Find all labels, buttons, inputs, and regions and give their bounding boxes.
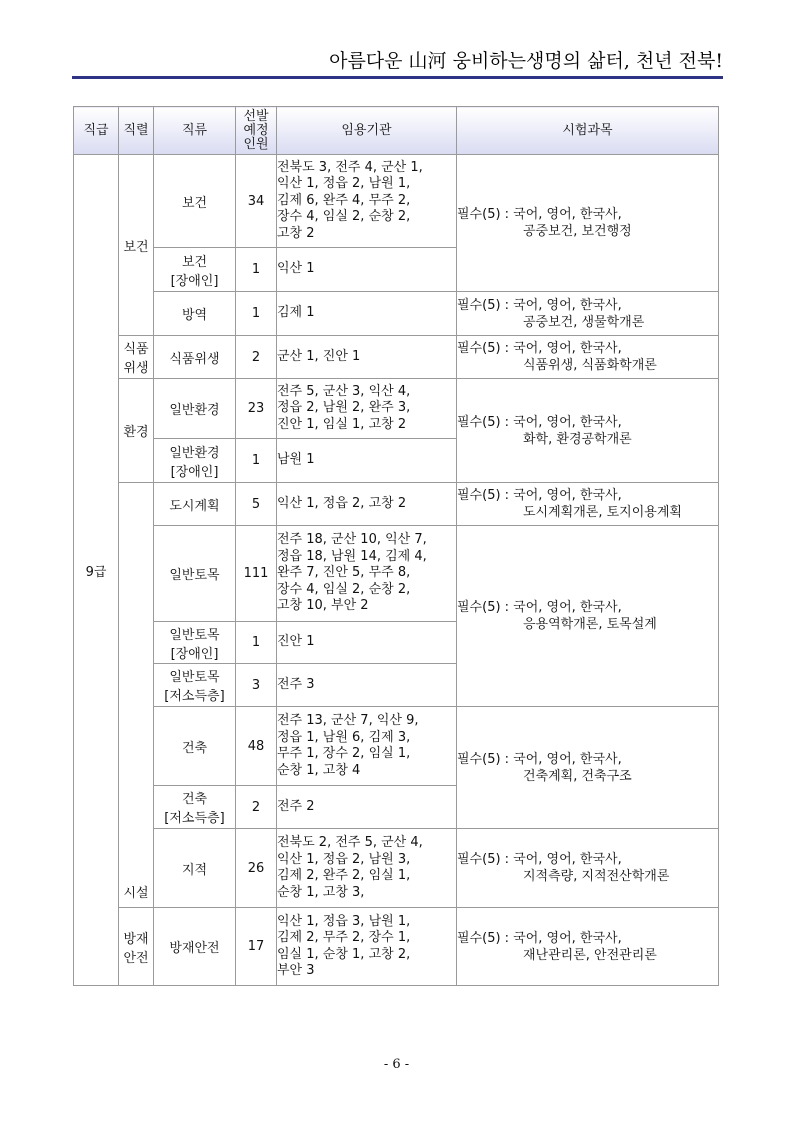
header-subjects: 시험과목 bbox=[457, 107, 719, 155]
agency-cell bbox=[277, 292, 457, 336]
subjects-cell bbox=[457, 379, 719, 483]
table-row bbox=[74, 908, 719, 986]
agency-line: 부안 3 bbox=[277, 963, 315, 978]
agency-line: 익산 1, 정읍 2, 남원 3, bbox=[277, 851, 411, 867]
category-line: [장애인] bbox=[170, 464, 219, 480]
count-cell: 2 bbox=[236, 336, 277, 379]
agency-line: 김제 6, 완주 4, 무주 2, bbox=[277, 192, 411, 208]
agency-line: 남원 1 bbox=[277, 452, 315, 468]
subjects-line: 필수(5) : 국어, 영어, 한국사, bbox=[457, 207, 622, 222]
category-cell bbox=[154, 439, 236, 483]
category-cell bbox=[154, 786, 236, 829]
agency-line: 장수 4, 임실 2, 순창 2, bbox=[277, 581, 411, 597]
agency-line: 무주 1, 장수 2, 임실 1, bbox=[277, 746, 411, 761]
category-line: 건축 bbox=[181, 792, 208, 807]
table-row bbox=[74, 526, 719, 622]
category-cell bbox=[154, 248, 236, 292]
page-number: - 6 - bbox=[383, 1057, 410, 1072]
subjects-line: 건축계획, 건축구조 bbox=[523, 768, 632, 784]
agency-cell bbox=[277, 786, 457, 829]
count-cell: 17 bbox=[236, 908, 277, 986]
agency-line: 진안 1, 임실 1, 고창 2 bbox=[277, 416, 407, 432]
subjects-line: 공중보건, 보건행정 bbox=[523, 224, 632, 239]
agency-line: 익산 1, 정읍 2, 남원 1, bbox=[277, 176, 411, 192]
count-cell: 5 bbox=[236, 483, 277, 526]
count-cell: 26 bbox=[236, 829, 277, 908]
series-line: 식품 bbox=[123, 342, 149, 357]
table-row bbox=[74, 379, 719, 439]
subjects-cell bbox=[457, 292, 719, 336]
agency-line: 진안 1 bbox=[277, 634, 315, 650]
agency-line: 김제 2, 무주 2, 장수 1, bbox=[277, 930, 411, 945]
count-cell: 111 bbox=[236, 526, 277, 622]
subjects-line: 필수(5) : 국어, 영어, 한국사, bbox=[457, 852, 622, 867]
agency-line: 전북도 2, 전주 5, 군산 4, bbox=[277, 835, 423, 850]
agency-line: 순창 1, 고창 4 bbox=[277, 762, 361, 778]
agency-cell bbox=[277, 526, 457, 622]
subjects-cell bbox=[457, 483, 719, 526]
category-cell: 일반토목 bbox=[154, 526, 236, 622]
header-count-line1: 선발 bbox=[243, 108, 269, 124]
subjects-line: 필수(5) : 국어, 영어, 한국사, bbox=[457, 414, 622, 430]
agency-line: 김제 1 bbox=[277, 305, 315, 321]
subjects-line: 필수(5) : 국어, 영어, 한국사, bbox=[457, 488, 622, 503]
subjects-line: 필수(5) : 국어, 영어, 한국사, bbox=[457, 751, 622, 767]
agency-line: 전주 13, 군산 7, 익산 9, bbox=[277, 713, 419, 728]
count-cell: 1 bbox=[236, 248, 277, 292]
series-line: 방재 bbox=[123, 931, 149, 947]
series-food bbox=[119, 336, 154, 379]
agency-cell bbox=[277, 622, 457, 664]
agency-cell bbox=[277, 379, 457, 439]
category-line: [저소득층] bbox=[164, 689, 225, 704]
count-cell: 2 bbox=[236, 786, 277, 829]
category-line: 일반환경 bbox=[169, 445, 220, 461]
table-row bbox=[74, 829, 719, 908]
category-line: 보건 bbox=[181, 254, 208, 270]
agency-line: 고창 10, 부안 2 bbox=[277, 598, 369, 614]
category-line: [장애인] bbox=[170, 273, 219, 289]
subjects-line: 재난관리론, 안전관리론 bbox=[523, 947, 657, 963]
subjects-cell bbox=[457, 155, 719, 292]
category-line: [저소득층] bbox=[164, 811, 225, 826]
agency-line: 익산 1, 정읍 3, 남원 1, bbox=[277, 913, 411, 929]
header-count-line2: 예정 bbox=[243, 122, 269, 138]
agency-line: 순창 1, 고창 3, bbox=[277, 884, 365, 900]
count-cell: 1 bbox=[236, 622, 277, 664]
series-facility: 시설 bbox=[119, 483, 154, 908]
subjects-line: 도시계획개론, 토지이용계획 bbox=[523, 505, 682, 520]
agency-line: 장수 4, 임실 2, 순창 2, bbox=[277, 209, 411, 225]
count-cell: 23 bbox=[236, 379, 277, 439]
category-cell: 방역 bbox=[154, 292, 236, 336]
agency-cell bbox=[277, 439, 457, 483]
agency-cell bbox=[277, 908, 457, 986]
table-row bbox=[74, 483, 719, 526]
agency-line: 완주 7, 진안 5, 무주 8, bbox=[277, 565, 411, 581]
category-line: 일반토목 bbox=[169, 670, 220, 685]
header-slogan: 아름다운 山河 웅비하는생명의 삶터, 천년 전북! bbox=[329, 50, 723, 72]
agency-line: 익산 1 bbox=[277, 261, 315, 277]
count-cell: 1 bbox=[236, 292, 277, 336]
category-cell: 지적 bbox=[154, 829, 236, 908]
category-cell: 식품위생 bbox=[154, 336, 236, 379]
subjects-cell bbox=[457, 336, 719, 379]
series-line: 안전 bbox=[123, 950, 149, 966]
agency-cell bbox=[277, 155, 457, 248]
agency-cell bbox=[277, 707, 457, 786]
page-header bbox=[72, 44, 723, 80]
agency-line: 전주 18, 군산 10, 익산 7, bbox=[277, 532, 427, 548]
category-cell: 일반환경 bbox=[154, 379, 236, 439]
agency-line: 고창 2 bbox=[277, 225, 315, 241]
agency-line: 김제 2, 완주 2, 임실 1, bbox=[277, 868, 411, 883]
count-cell: 34 bbox=[236, 155, 277, 248]
subjects-line: 응용역학개론, 토목설계 bbox=[523, 617, 657, 632]
subjects-line: 지적측량, 지적전산학개론 bbox=[523, 869, 670, 884]
category-cell bbox=[154, 664, 236, 707]
subjects-line: 화학, 환경공학개론 bbox=[523, 431, 632, 447]
header-agency: 임용기관 bbox=[277, 107, 457, 155]
category-cell: 건축 bbox=[154, 707, 236, 786]
subjects-line: 필수(5) : 국어, 영어, 한국사, bbox=[457, 600, 622, 615]
category-line: 일반토목 bbox=[169, 627, 220, 643]
agency-line: 정읍 18, 남원 14, 김제 4, bbox=[277, 548, 427, 564]
subjects-cell bbox=[457, 908, 719, 986]
table-row bbox=[74, 336, 719, 379]
count-cell: 3 bbox=[236, 664, 277, 707]
header-series: 직렬 bbox=[119, 107, 154, 155]
grade-cell: 9급 bbox=[74, 155, 119, 986]
subjects-line: 식품위생, 식품화학개론 bbox=[523, 358, 657, 373]
agency-line: 전주 3 bbox=[277, 676, 315, 692]
agency-line: 전주 5, 군산 3, 익산 4, bbox=[277, 383, 411, 399]
series-disaster bbox=[119, 908, 154, 986]
subjects-cell bbox=[457, 526, 719, 707]
series-env: 환경 bbox=[119, 379, 154, 483]
category-cell: 도시계획 bbox=[154, 483, 236, 526]
header-category: 직류 bbox=[154, 107, 236, 155]
agency-line: 전북도 3, 전주 4, 군산 1, bbox=[277, 159, 423, 175]
category-line: [장애인] bbox=[170, 646, 219, 662]
agency-line: 익산 1, 정읍 2, 고창 2 bbox=[277, 495, 407, 511]
agency-cell bbox=[277, 248, 457, 292]
subjects-line: 필수(5) : 국어, 영어, 한국사, bbox=[457, 930, 622, 946]
agency-line: 정읍 1, 남원 6, 김제 3, bbox=[277, 729, 411, 745]
subjects-line: 필수(5) : 국어, 영어, 한국사, bbox=[457, 297, 622, 313]
header-count bbox=[236, 107, 277, 155]
table-header-row bbox=[74, 107, 719, 155]
agency-cell bbox=[277, 664, 457, 707]
header-count-line3: 인원 bbox=[243, 136, 269, 152]
table-row bbox=[74, 155, 719, 248]
agency-line: 군산 1, 진안 1 bbox=[277, 348, 361, 364]
subjects-cell bbox=[457, 829, 719, 908]
agency-line: 전주 2 bbox=[277, 798, 315, 814]
header-rule bbox=[72, 76, 723, 79]
subjects-cell bbox=[457, 707, 719, 829]
table-row bbox=[74, 292, 719, 336]
count-cell: 48 bbox=[236, 707, 277, 786]
count-cell: 1 bbox=[236, 439, 277, 483]
subjects-line: 공중보건, 생물학개론 bbox=[523, 314, 645, 330]
table-row bbox=[74, 707, 719, 786]
agency-cell bbox=[277, 336, 457, 379]
category-cell: 방재안전 bbox=[154, 908, 236, 986]
agency-line: 정읍 2, 남원 2, 완주 3, bbox=[277, 400, 411, 416]
category-cell: 보건 bbox=[154, 155, 236, 248]
agency-cell bbox=[277, 483, 457, 526]
category-cell bbox=[154, 622, 236, 664]
agency-cell bbox=[277, 829, 457, 908]
agency-line: 임실 1, 순창 1, 고창 2, bbox=[277, 946, 411, 962]
series-health: 보건 bbox=[119, 155, 154, 336]
header-grade: 직급 bbox=[74, 107, 119, 155]
subjects-line: 필수(5) : 국어, 영어, 한국사, bbox=[457, 341, 622, 356]
recruitment-table bbox=[73, 106, 719, 986]
series-line: 위생 bbox=[123, 361, 149, 376]
